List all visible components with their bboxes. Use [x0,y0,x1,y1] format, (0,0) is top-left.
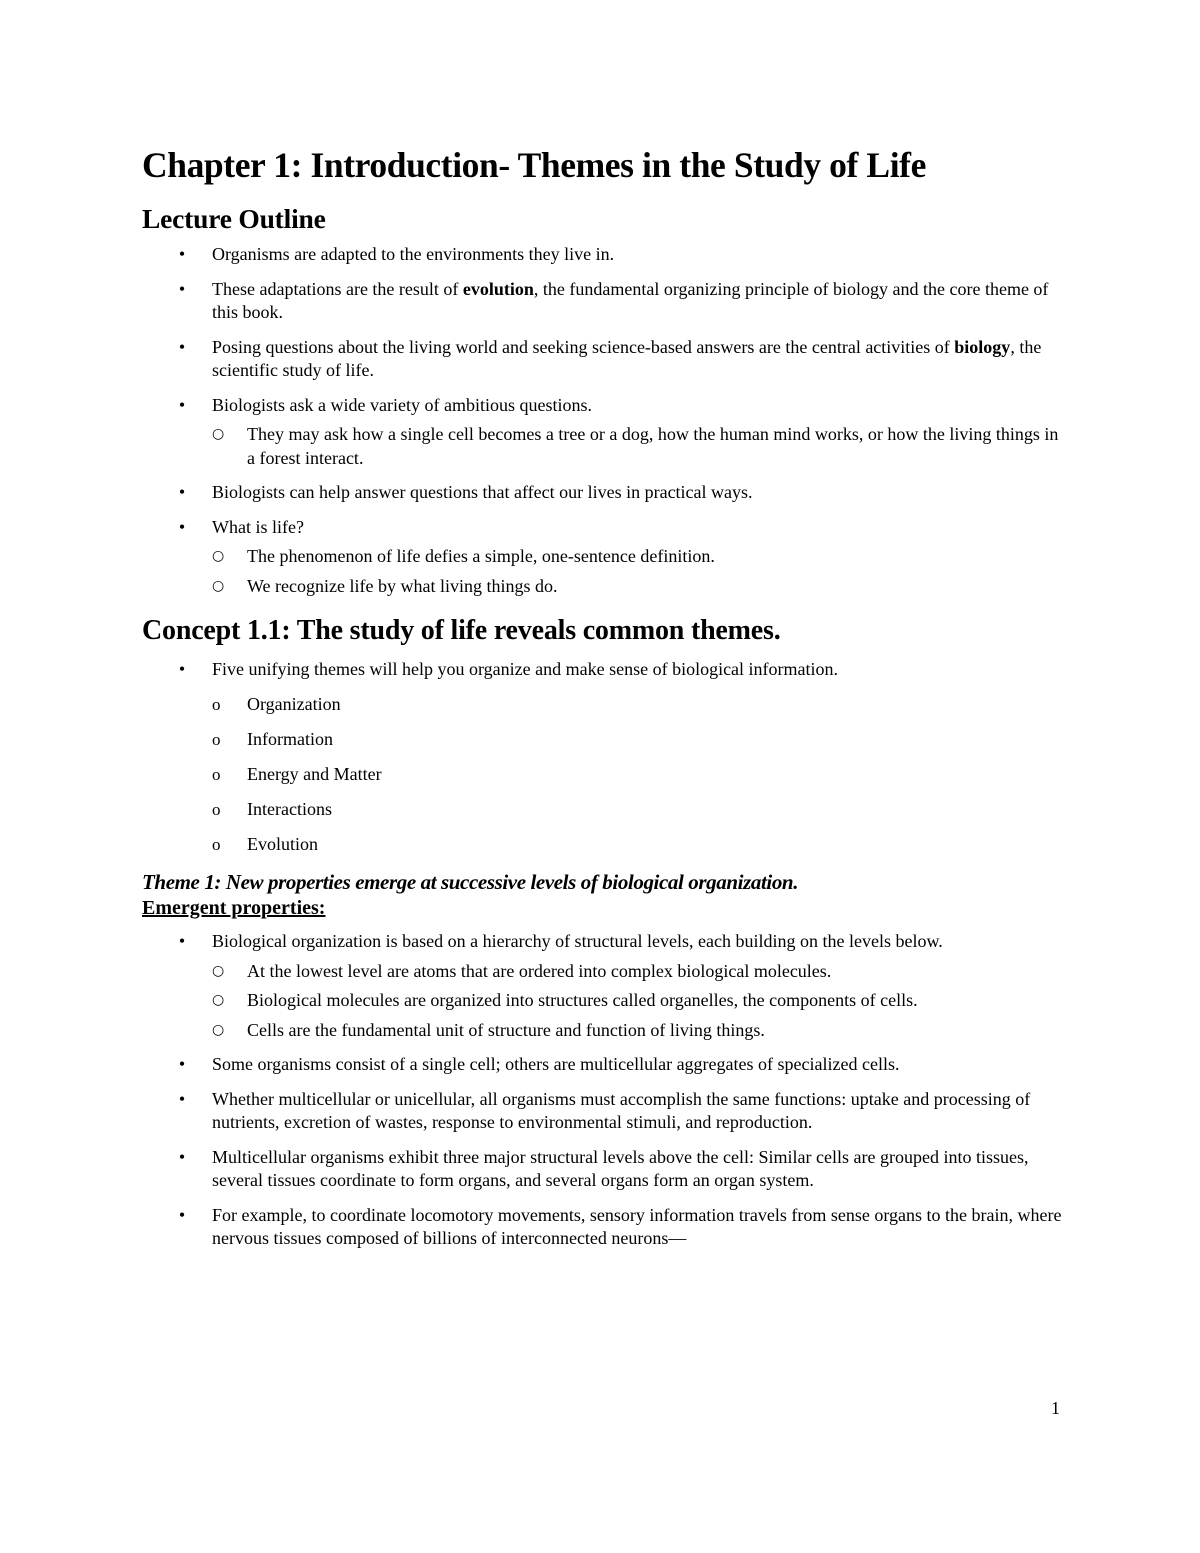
sub-list [212,960,1067,1043]
list-item-text: For example, to coordinate locomotory movements, sensory information travels from sense organs to the brain, where nervous tissues composed of billions of interconnected neurons— [212,1204,1062,1248]
theme-1-title: Theme 1: New properties emerge at successive levels of biological organization. [142,870,799,894]
list-item [142,1146,1067,1193]
text-segment: , the scientific study of life. [212,336,1042,380]
lecture-outline-heading: Lecture Outline [142,203,326,234]
sub-list-item-text: Biological molecules are organized into structures called organelles, the components of cells. [247,990,918,1010]
list-item [142,1204,1067,1251]
bullet-icon: • [178,1054,186,1074]
sub-list-item-text: At the lowest level are atoms that are ordered into complex biological molecules. [247,960,832,981]
bullet-icon: • [178,336,186,357]
bullet-icon: • [178,1204,186,1225]
lecture-outline-list [142,243,1067,598]
sub-list-item [212,423,1067,470]
chapter-title: Chapter 1: Introduction- Themes in the Study of Life [142,145,926,185]
sub-list-item [212,960,1067,984]
circle-bullet-icon: ○ [212,1021,225,1038]
list-item [142,243,1067,267]
themes-list [212,693,1067,857]
bullet-icon: • [178,1146,186,1167]
list-item-text: Biological organization is based on a hierarchy of structural levels, each building on the levels below. [212,931,943,951]
sub-list [212,545,1067,598]
bullet-icon: • [178,244,186,264]
o-bullet-icon: o [212,694,221,714]
list-item-text: Multicellular organisms exhibit three major structural levels above the cell: Similar cells are grouped into tissues, several tissues coordinate to form organs, and several organs form an organ system. [212,1146,1029,1190]
circle-bullet-icon: ○ [212,992,225,1008]
list-item-text [212,278,1067,325]
list-item-text: Organisms are adapted to the environments they live in. [212,244,615,264]
list-item-text: Biologists can help answer questions that affect our lives in practical ways. [212,482,753,502]
list-item [142,1053,1067,1077]
text-segment: These adaptations are the result of [212,278,463,299]
list-item-text: Some organisms consist of a single cell; others are multicellular aggregates of specialized cells. [212,1054,900,1074]
list-item [142,394,1067,471]
theme-item-text: Information [247,728,333,749]
list-item [142,278,1067,325]
list-item-text: Five unifying themes will help you organize and make sense of biological information. [212,659,839,679]
list-item [142,481,1067,505]
emergent-properties-subheading: Emergent properties: [142,897,326,919]
bullet-icon: • [178,394,186,415]
o-bullet-icon: o [212,764,221,784]
sub-list-item-text: Cells are the fundamental unit of structure and function of living things. [247,1019,765,1040]
keyword-biology: biology [954,336,1011,357]
bullet-icon: • [178,516,186,537]
bullet-icon: • [178,931,186,951]
theme-item [212,728,1067,752]
document-page [142,140,1067,1262]
theme-item [212,693,1067,717]
list-item [142,658,1067,856]
circle-bullet-icon: ○ [212,962,225,979]
theme-item-text: Interactions [247,798,332,819]
bullet-icon: • [178,659,186,679]
circle-bullet-icon: ○ [212,577,225,594]
concept-heading: Concept 1.1: The study of life reveals common themes. [142,615,781,646]
list-item-text: What is life? [212,516,304,537]
theme-item [212,763,1067,787]
sub-list-item [212,545,1067,569]
o-bullet-icon: o [212,834,221,854]
list-item-text [212,336,1067,383]
page-number: 1 [1051,1398,1060,1418]
list-item [142,930,1067,1042]
theme-item [212,798,1067,822]
circle-bullet-icon: ○ [212,548,225,564]
sub-list-item-text: They may ask how a single cell becomes a tree or a dog, how the human mind works, or how the living things in a forest interact. [247,424,1059,468]
bullet-icon: • [178,482,186,502]
sub-list-item [212,1019,1067,1043]
bullet-icon: • [178,1088,186,1109]
theme-item-text: Organization [247,693,341,714]
theme-1-list [142,930,1067,1251]
sub-list [212,423,1067,470]
concept-list [142,658,1067,856]
o-bullet-icon: o [212,799,221,819]
theme-item-text: Energy and Matter [247,763,382,784]
bullet-icon: • [178,278,186,299]
keyword-evolution: evolution [462,278,534,299]
sub-list-item-text: We recognize life by what living things do. [247,575,558,596]
theme-item-text: Evolution [247,833,318,854]
circle-bullet-icon: ○ [212,426,225,442]
sub-list-item-text: The phenomenon of life defies a simple, one-sentence definition. [247,546,715,566]
theme-item [212,833,1067,857]
text-segment: Posing questions about the living world and seeking science-based answers are the central activities of [212,336,955,357]
list-item [142,336,1067,383]
list-item [142,516,1067,599]
text-segment: , the fundamental organizing principle of biology and the core theme of this book. [212,278,1049,322]
list-item-text: Whether multicellular or unicellular, all organisms must accomplish the same functions: uptake and processing of nutrients, excretion of wastes, response to environmental stimuli, and reproduction. [212,1088,1031,1132]
sub-list-item [212,575,1067,599]
list-item-text: Biologists ask a wide variety of ambitious questions. [212,394,592,415]
list-item [142,1088,1067,1135]
o-bullet-icon: o [212,729,221,749]
sub-list-item [212,989,1067,1013]
